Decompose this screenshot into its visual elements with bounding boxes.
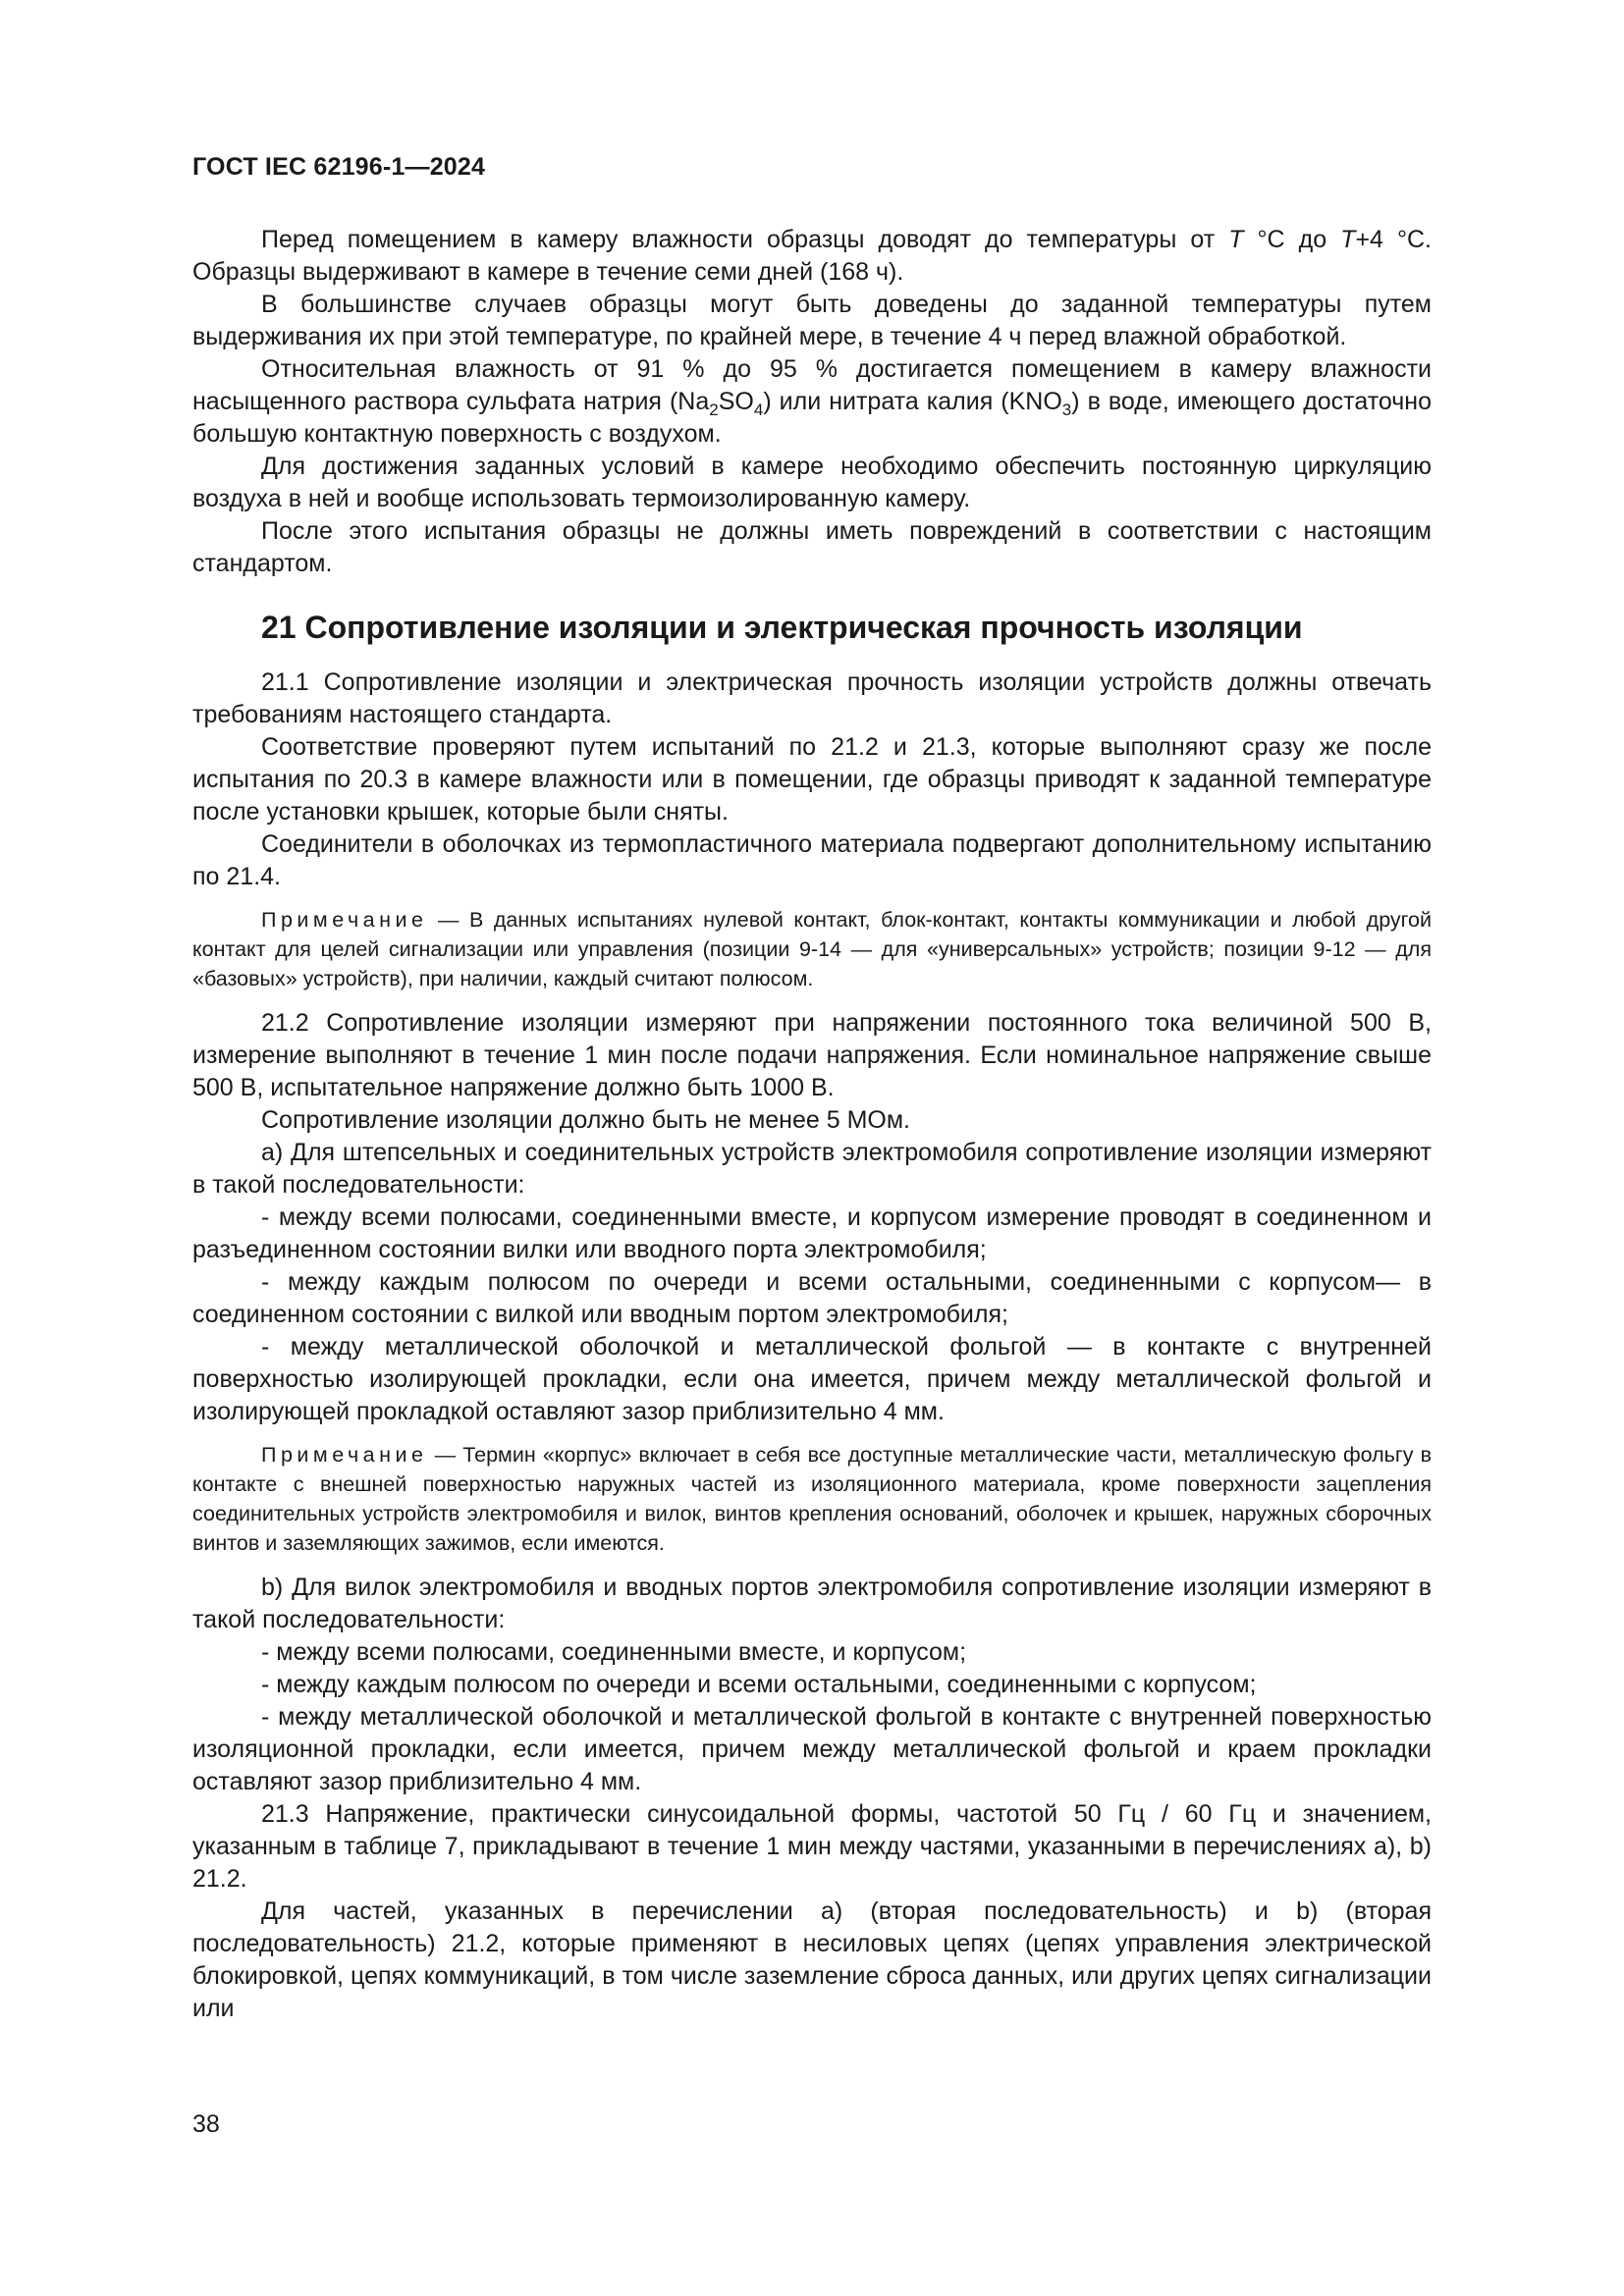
paragraph: После этого испытания образцы не должны иметь повреждений в соответствии с настоящим стандартом. [192,517,1432,577]
paragraph: 21.3 Напряжение, практически синусоидальной формы, частотой 50 Гц / 60 Гц и значением, указанным в таблице 7, прикладывают в течение 1 мин между частями, указанными в перечислениях а), b) 21.2. [192,1800,1432,1893]
page-content [192,224,1432,2025]
list-item: - между всеми полюсами, соединенными вместе, и корпусом измерение проводят в соединенном и разъединенном состоянии вилки или вводного порта электромобиля; [192,1203,1432,1263]
list-item: - между каждым полюсом по очереди и всеми остальными, соединенными с корпусом— в соединенном состоянии с вилкой или вводным портом электромобиля; [192,1268,1432,1328]
note: Примечание — Термин «корпус» включает в себя все доступные металлические части, металлическую фольгу в контакте с внешней поверхностью наружных частей из изоляционного материала, кроме поверхности зацепления соединительных устройств электромобиля и вилок, винтов крепления оснований, оболочек и крышек, наружных сборочных винтов и заземляющих зажимов, если имеются. [192,1443,1432,1555]
list-item: - между металлической оболочкой и металлической фольгой — в контакте с внутренней поверхностью изолирующей прокладки, если она имеется, причем между металлической фольгой и изолирующей прокладкой оставляют зазор приблизительно 4 мм. [192,1333,1432,1425]
paragraph: В большинстве случаев образцы могут быть доведены до заданной температуры путем выдерживания их при этой температуре, по крайней мере, в течение 4 ч перед влажной обработкой. [192,291,1432,350]
paragraph: 21.2 Сопротивление изоляции измеряют при напряжении постоянного тока величиной 500 В, измерение выполняют в течение 1 мин после подачи напряжения. Если номинальное напряжение свыше 500 В, испытательное напряжение должно быть 1000 В. [192,1009,1432,1101]
paragraph: 21.1 Сопротивление изоляции и электрическая прочность изоляции устройств должны отвечать требованиям настоящего стандарта. [192,668,1432,728]
note-label: Примечание [261,908,428,932]
paragraph: Для частей, указанных в перечислении а) (вторая последовательность) и b) (вторая последовательность) 21.2, которые применяют в несиловых цепях (цепях управления электрической блокировкой, цепях коммуникаций, в том числе заземление сброса данных, или других цепях сигнализации или [192,1897,1432,2022]
paragraph: Соединители в оболочках из термопластичного материала подвергают дополнительному испытанию по 21.4. [192,830,1432,890]
paragraph: Соответствие проверяют путем испытаний по 21.2 и 21.3, которые выполняют сразу же после испытания по 20.3 в камере влажности или в помещении, где образцы приводят к заданной температуре после установки крышек, которые были сняты. [192,733,1432,826]
list-item: - между всеми полюсами, соединенными вместе, и корпусом; [261,1638,967,1666]
list-intro: а) Для штепсельных и соединительных устройств электромобиля сопротивление изоляции измеряют в такой последовательности: [192,1139,1432,1199]
note-label: Примечание [261,1443,428,1467]
list-intro: b) Для вилок электромобиля и вводных портов электромобиля сопротивление изоляции измеряют в такой последовательности: [192,1574,1432,1633]
document-header: ГОСТ IEC 62196-1—2024 [192,153,486,181]
paragraph: Перед помещением в камеру влажности образцы доводят до температуры от T °С до T+4 °С. Образцы выдерживают в камере в течение семи дней (168 ч). [192,226,1432,286]
note: Примечание — В данных испытаниях нулевой контакт, блок-контакт, контакты коммуникации и любой другой контакт для целей сигнализации или управления (позиции 9-14 — для «универсальных» устройств; позиции 9-12 — для «базовых» устройств), при наличии, каждый считают полюсом. [192,908,1432,990]
list-item: - между каждым полюсом по очереди и всеми остальными, соединенными с корпусом; [261,1671,1257,1698]
paragraph: Для достижения заданных условий в камере необходимо обеспечить постоянную циркуляцию воздуха в ней и вообще использовать термоизолированную камеру. [192,453,1432,512]
list-item: - между металлической оболочкой и металлической фольгой в контакте с внутренней поверхностью изоляционной прокладки, если имеется, причем между металлической фольгой и краем прокладки оставляют зазор приблизительно 4 мм. [192,1703,1432,1795]
paragraph: Сопротивление изоляции должно быть не менее 5 МОм. [261,1106,910,1134]
section-heading: 21 Сопротивление изоляции и электрическая прочность изоляции [261,610,1303,645]
page-number: 38 [192,2110,220,2138]
paragraph: Относительная влажность от 91 % до 95 % достигается помещением в камеру влажности насыщенного раствора сульфата натрия $(Na_2SO_4)$ или нитрата калия $(KNO_3)$ в воде, имеющего достаточно большую контактную поверхность с воздухом. [192,355,1432,448]
